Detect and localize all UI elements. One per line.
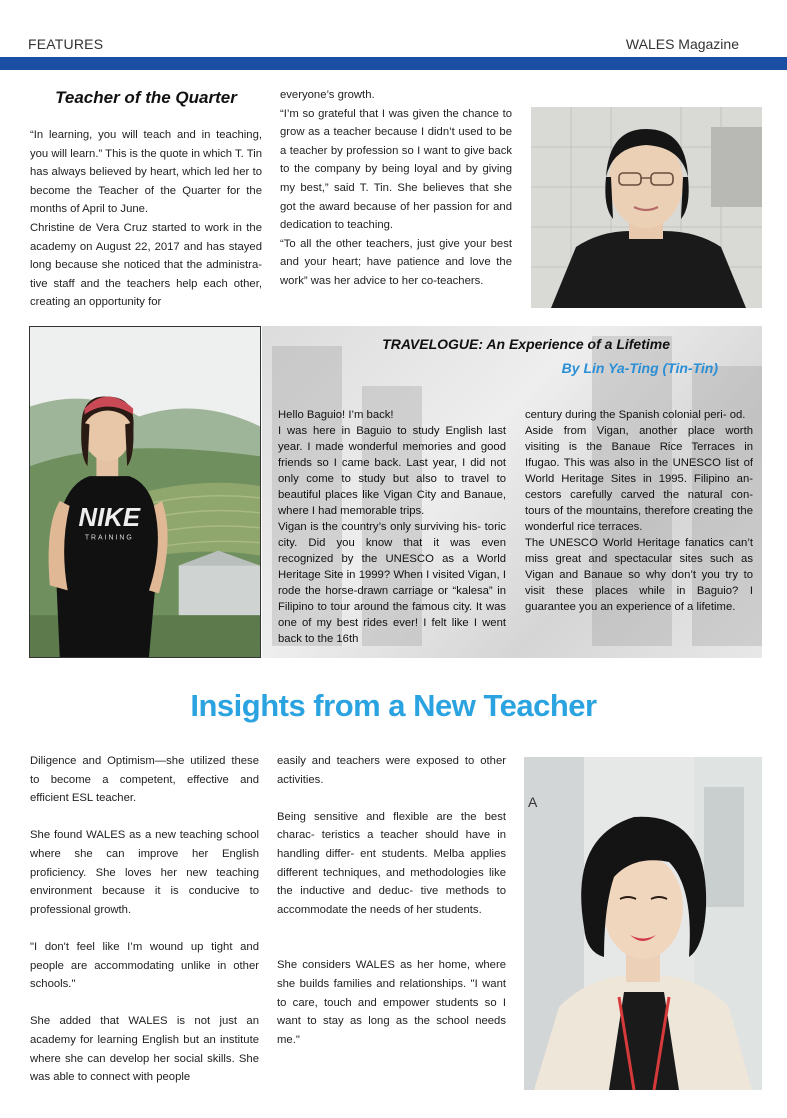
teacher-photo [531, 107, 762, 308]
toq-paragraph: everyone’s growth. [280, 89, 375, 101]
toq-paragraph: “In learning, you will teach and in teaching, you will learn.” This is the quote in which T. Tin has always believed by heart, which led her to become the Teacher of the Quarter for the months of April to June. [30, 129, 262, 216]
toq-paragraph: “I’m so grateful that I was given the chance to grow as a teacher because I didn’t used to be a teacher by profession so I want to give back to the company by being loyal and by giving my best,” said T. Tin. She believes that she got the award because of her passion for and dedication to teaching. [280, 107, 512, 232]
shirt-logo-text: NIKE [78, 503, 141, 532]
insights-column-1 [30, 752, 259, 1105]
travel-photo [29, 326, 261, 658]
page-header [0, 0, 787, 58]
header-bar [0, 57, 787, 70]
svg-text:A: A [528, 794, 538, 810]
insights-paragraph: She considers WALES as her home, where she builds families and relationships. "I want to care, touch and empower students so I want to stay as long as the school needs me." [277, 959, 506, 1046]
travel-paragraph: The UNESCO World Heritage fanatics can’t miss great and spectacular sites such as Vigan and Banaue so why don’t you try to visit these places while in Baguio? I guarantee you an experience of a lifetime. [525, 537, 753, 613]
teacher-of-quarter-title: Teacher of the Quarter [55, 88, 237, 107]
travelogue-byline: By Lin Ya-Ting (Tin-Tin) [561, 360, 718, 376]
insights-paragraph: Diligence and Optimism—she utilized these to become a competent, effective and efficient ESL teacher. [30, 755, 259, 805]
travel-paragraph: Hello Baguio! I’m back! [278, 409, 394, 421]
insights-paragraph: easily and teachers were exposed to other activities. [277, 755, 506, 786]
insights-paragraph: She added that WALES is not just an academy for learning English but an institute where she can develop her social skills. She was able to connect with people [30, 1015, 259, 1084]
travelogue-column-2 [525, 407, 753, 615]
section-label: FEATURES [28, 36, 104, 52]
travelogue-column-1 [278, 407, 506, 647]
travel-paragraph: Vigan is the country’s only surviving his- toric city. Did you know that it was even recognized by the UNESCO as a World Heritage Site in 1999? When I visited Vigan, I rode the horse-drawn carriage or “kalesa” in Filipino to tour around the famous city. It was one of my best rides ever! I felt like I went back to the 16th [278, 521, 506, 645]
new-teacher-photo [524, 757, 762, 1090]
toq-paragraph: “To all the other teachers, just give your best and your heart; have patience and love the work” was her advice to her co-teachers. [280, 237, 512, 287]
insights-paragraph: "I don't feel like I’m wound up tight and people are accommodating unlike in other schools." [30, 940, 259, 991]
shirt-sub-text: TRAINING [84, 534, 134, 542]
travel-paragraph: century during the Spanish colonial peri- od. [525, 409, 746, 421]
travelogue-title: TRAVELOGUE: An Experience of a Lifetime [382, 336, 670, 352]
travel-paragraph: I was here in Baguio to study English last year. I made wonderful memories and good friends so I came back. Last year, I did not only come to study but also to travel to beautiful places like Vigan City and Banaue, where I had memorable trips. [278, 425, 506, 517]
magazine-name: WALES Magazine [625, 36, 739, 52]
toq-paragraph: Christine de Vera Cruz started to work in the academy on August 22, 2017 and has stayed long because she noticed that the administra- tive staff and the teachers help each other, creating an opportunity for [30, 221, 262, 309]
insights-column-2 [277, 752, 506, 1068]
travel-paragraph: Aside from Vigan, another place worth visiting is the Banaue Rice Terraces in Ifugao. This was also in the UNESCO list of World Heritage Sites in 1995. Filipino an- cestors carefully carved the natural con- tours of the mountains, therefore creating the wonderful rice terraces. [525, 425, 753, 533]
toq-column-1 [30, 126, 262, 312]
insights-title: Insights from a New Teacher [190, 688, 597, 723]
insights-paragraph: Being sensitive and flexible are the best charac- teristics a teacher should have in handling differ- ent students. Melba applies different techniques, and methodologies like the inductive and deduc- tive methods to accommodate the needs of her students. [277, 810, 506, 916]
toq-column-2 [280, 86, 512, 291]
insights-paragraph: She found WALES as a new teaching school where she can improve her English proficiency. She loves her new teaching environment because it is conducive to professional growth. [30, 829, 259, 916]
